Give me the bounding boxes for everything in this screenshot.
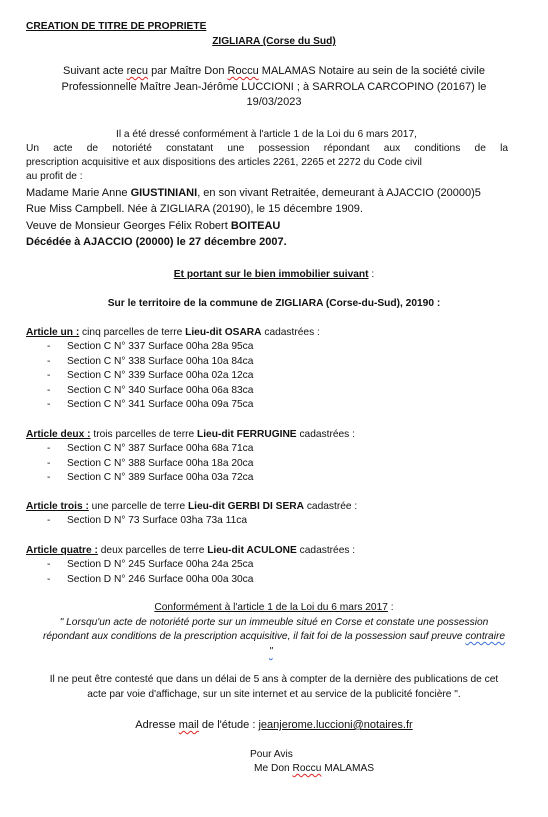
list-item: - Section D N° 73 Surface 03ha 73a 11ca xyxy=(47,515,248,526)
article-3-lieu: Lieu-dit GERBI DI SERA xyxy=(187,501,304,512)
list-item: - Section C N° 388 Surface 00ha 18a 20ca xyxy=(47,458,254,469)
article-2-suffix: cadastrées : xyxy=(296,429,355,440)
article-4-desc: deux parcelles de terre xyxy=(97,545,208,556)
parcel-text: Section C N° 340 Surface 00ha 06a 83ca xyxy=(67,385,254,396)
article-4-heading xyxy=(26,544,355,558)
article-2-desc: trois parcelles de terre xyxy=(90,429,197,440)
intro-roccu: Roccu xyxy=(227,65,259,77)
intro-text: MALAMAS Notaire au sein de la société civile xyxy=(258,65,485,77)
article-1-heading xyxy=(26,326,320,340)
law-quote-3 xyxy=(269,645,273,659)
contact-mail-word: mail xyxy=(178,719,199,731)
document-place: ZIGLIARA (Corse du Sud) xyxy=(212,36,336,47)
article-2-lieu: Lieu-dit FERRUGINE xyxy=(197,429,297,440)
parcel-text: Section C N° 387 Surface 00ha 68a 71ca xyxy=(67,443,254,454)
law-heading-text: Conformément à l'article 1 de la Loi du 6 mars 2017 xyxy=(154,602,388,613)
article-3-suffix: cadastrée : xyxy=(303,501,358,512)
law-quote-close: " xyxy=(269,646,273,657)
body-line-2: Un acte de notoriété constatant une possession répondant aux conditions de la xyxy=(26,143,508,154)
property-heading-colon: : xyxy=(368,269,375,280)
list-item: - Section D N° 245 Surface 00ha 24a 25ca xyxy=(47,559,254,570)
intro-text: Suivant acte xyxy=(63,65,127,77)
article-4-label: Article quatre : xyxy=(26,545,98,556)
property-heading-text: Et portant sur le bien immobilier suivant xyxy=(173,269,369,280)
parcel-text: Section C N° 337 Surface 00ha 28a 95ca xyxy=(67,341,254,352)
list-item: - Section C N° 340 Surface 00ha 06a 83ca xyxy=(47,385,254,396)
intro-recu: recu xyxy=(126,65,149,77)
law-para-1: Il ne peut être contesté que dans un délai de 5 ans à compter de la dernière des publications de cet xyxy=(49,674,499,685)
article-4-suffix: cadastrées : xyxy=(296,545,356,556)
body-line-1: Il a été dressé conformément à l'article 1 de la Loi du 6 mars 2017, xyxy=(116,129,417,140)
article-4-lieu: Lieu-dit ACULONE xyxy=(207,545,297,556)
widow-text: Veuve de Monsieur Georges Félix Robert xyxy=(26,220,231,232)
parcel-text: Section C N° 341 Surface 00ha 09a 75ca xyxy=(67,399,254,410)
list-item: - Section D N° 246 Surface 00ha 00a 30ca xyxy=(47,574,254,585)
parcel-text: Section C N° 338 Surface 00ha 10a 84ca xyxy=(67,356,254,367)
parcel-text: Section D N° 245 Surface 00ha 24a 25ca xyxy=(67,559,254,570)
list-item: - Section C N° 387 Surface 00ha 68a 71ca xyxy=(47,443,254,454)
widow-name: BOITEAU xyxy=(230,220,281,232)
contact-email-link[interactable]: jeanjerome.luccioni@notaires.fr xyxy=(258,719,413,731)
article-3-desc: une parcelle de terre xyxy=(88,501,188,512)
beneficiary-text: , en son vivant Retraitée, demeurant à AJACCIO (20000)5 xyxy=(197,187,481,199)
article-3-heading xyxy=(26,500,357,514)
parcel-text: Section D N° 246 Surface 00ha 00a 30ca xyxy=(67,574,254,585)
law-heading-colon: : xyxy=(387,602,394,613)
beneficiary-name: GIUSTINIANI xyxy=(130,187,198,199)
signature-roccu: Roccu xyxy=(292,763,322,774)
signature-text: Me Don xyxy=(254,763,293,774)
signature-line-1: Pour Avis xyxy=(250,749,293,760)
beneficiary-text: Madame Marie Anne xyxy=(26,187,131,199)
body-line-4: au profit de : xyxy=(26,171,83,182)
contact-label: Adresse xyxy=(135,719,179,731)
law-para-2: acte par voie d'affichage, sur un site internet et au service de la publicité foncière ". xyxy=(87,689,461,700)
signature-text: MALAMAS xyxy=(321,763,375,774)
intro-line-1 xyxy=(0,64,548,78)
article-1-desc: cinq parcelles de terre xyxy=(79,327,186,338)
article-2-heading xyxy=(26,428,355,442)
body-line-3: prescription acquisitive et aux dispositions des articles 2261, 2265 et 2272 du Code civil xyxy=(26,157,422,168)
document-title: CREATION DE TITRE DE PROPRIETE xyxy=(26,21,207,32)
law-quote-1: " Lorsqu'un acte de notoriété porte sur un immeuble situé en Corse et constate une possession xyxy=(59,617,489,628)
parcel-text: Section D N° 73 Surface 03ha 73a 11ca xyxy=(67,515,248,526)
law-heading xyxy=(0,601,548,615)
intro-line-2: Professionnelle Maître Jean-Jérôme LUCCIONI ; à SARROLA CARCOPINO (20167) le xyxy=(61,81,487,93)
property-heading xyxy=(0,268,548,282)
law-quote-2 xyxy=(0,630,548,644)
territory-line: Sur le territoire de la commune de ZIGLIARA (Corse-du-Sud), 20190 : xyxy=(107,298,441,309)
parcel-text: Section C N° 388 Surface 00ha 18a 20ca xyxy=(67,458,254,469)
list-item: - Section C N° 338 Surface 00ha 10a 84ca xyxy=(47,356,254,367)
parcel-text: Section C N° 389 Surface 00ha 03a 72ca xyxy=(67,472,254,483)
law-quote-text: répondant aux conditions de la prescription acquisitive, il fait foi de la possession sauf preuve xyxy=(42,631,466,642)
list-item: - Section C N° 389 Surface 00ha 03a 72ca xyxy=(47,472,254,483)
list-item: - Section C N° 339 Surface 00ha 02a 12ca xyxy=(47,370,254,381)
intro-line-3: 19/03/2023 xyxy=(246,96,302,108)
list-item: - Section C N° 337 Surface 00ha 28a 95ca xyxy=(47,341,254,352)
parcel-text: Section C N° 339 Surface 00ha 02a 12ca xyxy=(67,370,254,381)
beneficiary-address: Rue Miss Campbell. Née à ZIGLIARA (20190), le 15 décembre 1909. xyxy=(26,203,363,215)
list-item: - Section C N° 341 Surface 00ha 09a 75ca xyxy=(47,399,254,410)
beneficiary-line xyxy=(26,186,481,200)
article-2-label: Article deux : xyxy=(26,429,91,440)
contact-label: de l'étude : xyxy=(198,719,259,731)
signature-line-2 xyxy=(254,762,374,776)
article-1-label: Article un : xyxy=(26,327,80,338)
widow-line xyxy=(26,219,280,233)
contact-line xyxy=(0,718,548,732)
deceased-line: Décédée à AJACCIO (20000) le 27 décembre 2007. xyxy=(26,236,287,248)
article-1-lieu: Lieu-dit OSARA xyxy=(185,327,262,338)
article-3-label: Article trois : xyxy=(26,501,89,512)
article-1-suffix: cadastrées : xyxy=(261,327,320,338)
law-quote-contraire: contraire xyxy=(465,631,506,642)
intro-text: par Maître Don xyxy=(148,65,228,77)
